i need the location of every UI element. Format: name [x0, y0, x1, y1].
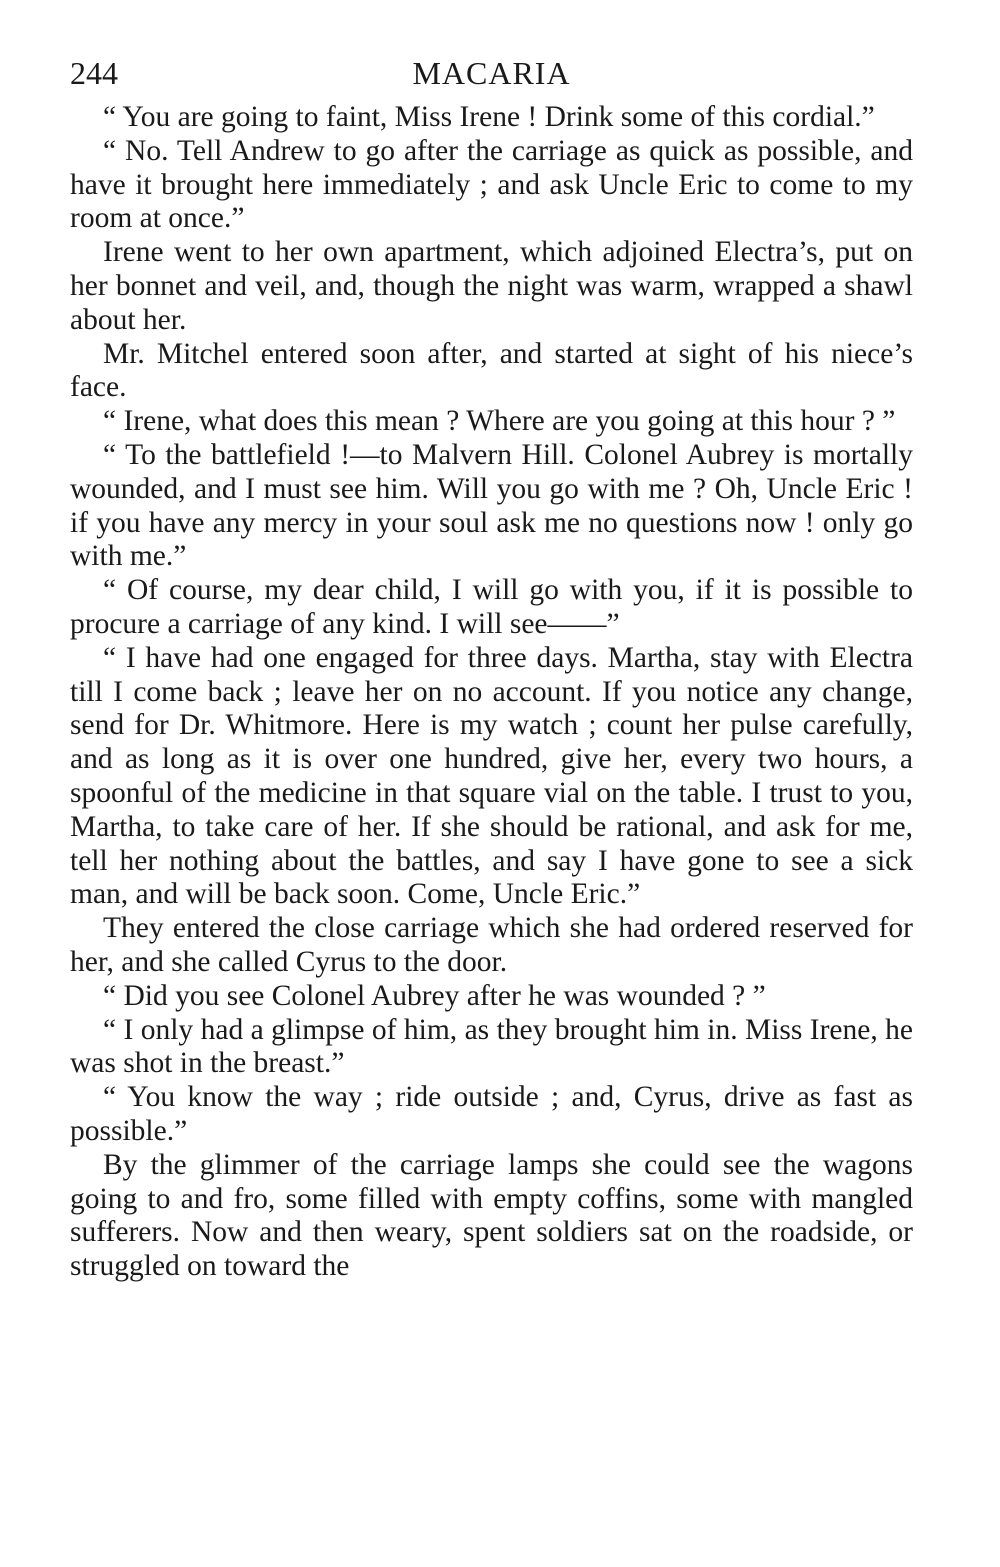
paragraph: “ I have had one engaged for three days. Martha, stay with Electra till I come back ; leave her on no account. If you notice any change, send for Dr. Whitmore. Here is my watch ; count her pulse carefully, and as long as it is over one hundred, give her, every two hours, a spoonful of the medicine in that square vial on the table. I trust to you, Martha, to take care of her. If she should be rational, and ask for me, tell her nothing about the battles, and say I have gone to see a sick man, and will be back soon. Come, Uncle Eric.” [70, 641, 913, 911]
paragraph: “ You know the way ; ride outside ; and, Cyrus, drive as fast as possible.” [70, 1081, 913, 1147]
body-text [70, 101, 913, 1284]
paragraph: They entered the close carriage which she had ordered reserved for her, and she called Cyrus to the door. [70, 912, 913, 978]
paragraph: “ You are going to faint, Miss Irene ! Drink some of this cordial.” [103, 101, 875, 133]
paragraph: Mr. Mitchel entered soon after, and started at sight of his niece’s face. [70, 337, 913, 404]
paragraph: “ I only had a glimpse of him, as they brought him in. Miss Irene, he was shot in the breast.” [70, 1013, 913, 1080]
book-page [70, 55, 913, 1284]
paragraph: “ Did you see Colonel Aubrey after he was wounded ? ” [103, 979, 766, 1012]
paragraph: “ Of course, my dear child, I will go with you, if it is possible to procure a carriage of any kind. I will see——” [70, 574, 913, 640]
paragraph: Irene went to her own apartment, which adjoined Electra’s, put on her bonnet and veil, and, though the night was warm, wrapped a shawl about her. [70, 236, 913, 336]
paragraph: “ Irene, what does this mean ? Where are you going at this hour ? ” [103, 405, 896, 438]
paragraph: “ To the battlefield !—to Malvern Hill. Colonel Aubrey is mortally wounded, and I must see him. Will you go with me ? Oh, Uncle Eric ! if you have any mercy in your soul ask me no questions now ! only go with me.” [70, 438, 913, 573]
page-number: 244 [70, 55, 118, 91]
paragraph: By the glimmer of the carriage lamps she could see the wagons going to and fro, some filled with empty coffins, some with mangled sufferers. Now and then weary, spent soldiers sat on the roadside, or struggled on toward the [70, 1148, 913, 1283]
paragraph: “ No. Tell Andrew to go after the carriage as quick as possible, and have it brought here immediately ; and ask Uncle Eric to come to my room at once.” [70, 134, 913, 235]
page-header [70, 55, 913, 101]
running-title: MACARIA [412, 55, 571, 91]
